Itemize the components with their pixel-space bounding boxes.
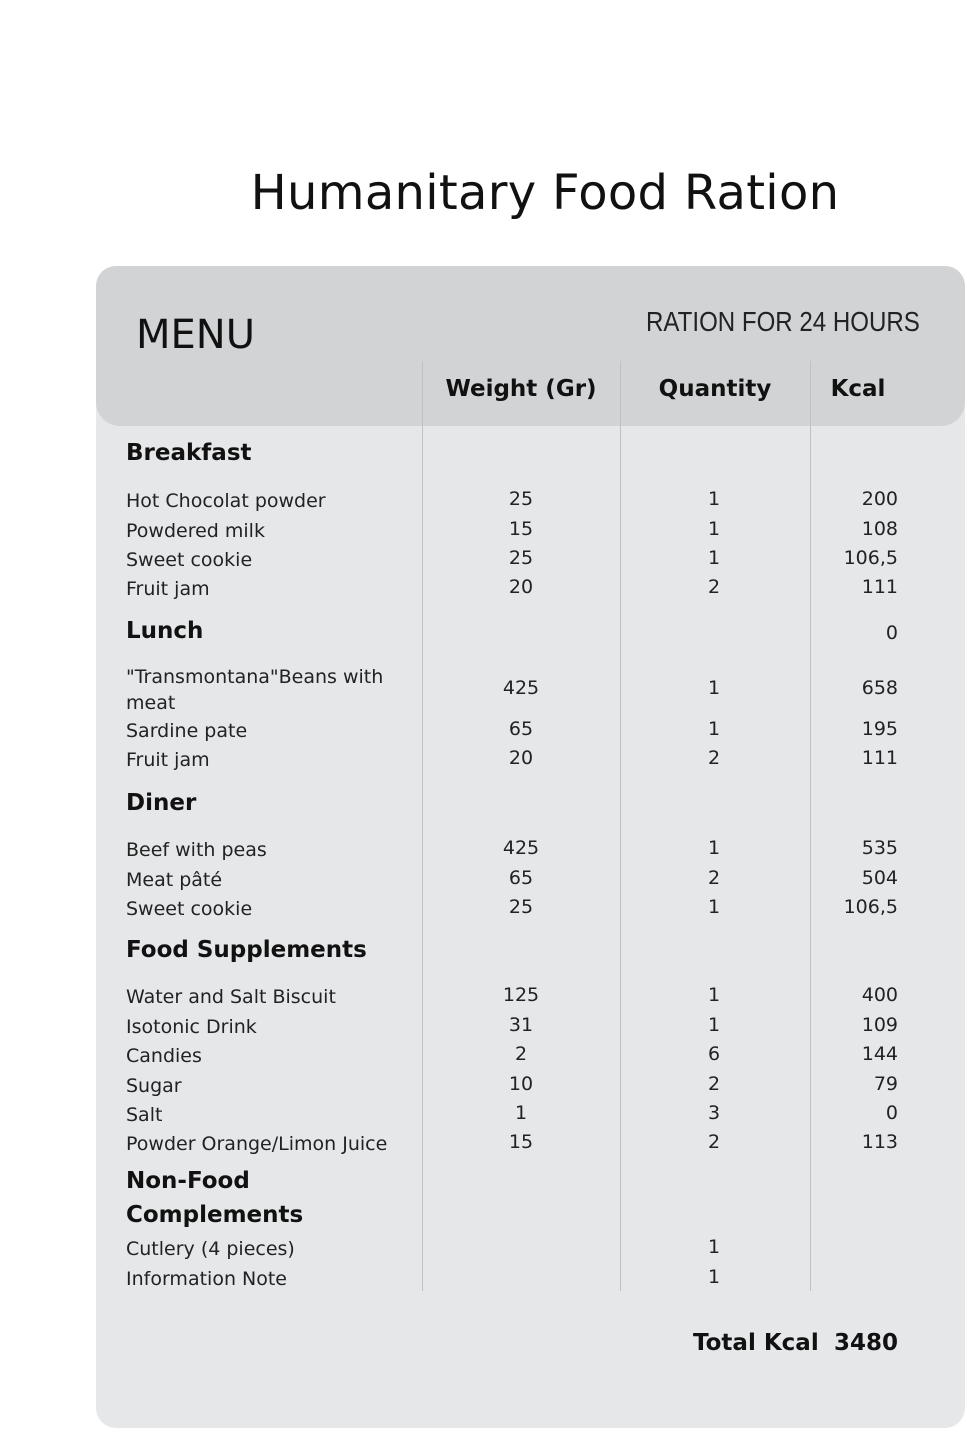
- section-title-lunch: Lunch: [126, 618, 204, 644]
- item-weight: 1: [514, 1102, 528, 1124]
- item-kcal: 504: [861, 867, 898, 889]
- item-quantity: 1: [707, 1236, 721, 1258]
- item-kcal: 144: [861, 1043, 898, 1065]
- section-title-food-supplements: Food Supplements: [126, 937, 367, 963]
- item-name: Cutlery (4 pieces): [126, 1238, 295, 1260]
- item-quantity: 1: [707, 518, 721, 540]
- column-divider: [422, 361, 423, 1291]
- item-quantity: 1: [707, 837, 721, 859]
- item-name: "Transmontana"Beans with meat: [126, 666, 384, 714]
- item-name: Salt: [126, 1104, 163, 1126]
- item-weight: 425: [502, 677, 540, 699]
- item-weight: 25: [508, 488, 534, 510]
- item-name: Sugar: [126, 1075, 182, 1097]
- item-quantity: 1: [707, 984, 721, 1006]
- item-name: Powder Orange/Limon Juice: [126, 1133, 388, 1155]
- item-quantity: 2: [707, 1131, 721, 1153]
- item-name: Information Note: [126, 1268, 287, 1290]
- item-name: Sweet cookie: [126, 549, 253, 571]
- total-kcal-value: 3480: [833, 1330, 898, 1356]
- item-kcal: 111: [861, 576, 898, 598]
- item-name: Meat pâté: [126, 869, 223, 891]
- item-name: Candies: [126, 1045, 202, 1067]
- section-kcal: 0: [885, 622, 898, 644]
- ration-label: RATION FOR 24 HOURS: [646, 306, 920, 337]
- item-name: Isotonic Drink: [126, 1016, 257, 1038]
- menu-label: MENU: [136, 312, 255, 358]
- table-header: [96, 266, 965, 426]
- item-name: Water and Salt Biscuit: [126, 986, 336, 1008]
- item-weight: 10: [508, 1073, 534, 1095]
- item-weight: 20: [508, 747, 534, 769]
- item-quantity: 1: [707, 488, 721, 510]
- item-kcal: 195: [861, 718, 898, 740]
- item-kcal: 400: [861, 984, 898, 1006]
- item-kcal: 200: [861, 488, 898, 510]
- column-header-quantity: Quantity: [658, 376, 772, 402]
- item-quantity: 1: [707, 896, 721, 918]
- item-name: Powdered milk: [126, 520, 265, 542]
- item-weight: 2: [514, 1043, 528, 1065]
- section-title-non-food-complements: Non-Food Complements: [126, 1168, 304, 1228]
- item-quantity: 2: [707, 867, 721, 889]
- item-weight: 125: [502, 984, 540, 1006]
- item-kcal: 535: [861, 837, 898, 859]
- item-quantity: 1: [707, 1014, 721, 1036]
- item-weight: 25: [508, 547, 534, 569]
- item-weight: 20: [508, 576, 534, 598]
- item-weight: 25: [508, 896, 534, 918]
- item-quantity: 3: [707, 1102, 721, 1124]
- column-divider: [620, 361, 621, 1291]
- item-kcal: 0: [885, 1102, 898, 1124]
- item-kcal: 108: [861, 518, 898, 540]
- item-weight: 65: [508, 867, 534, 889]
- item-quantity: 2: [707, 747, 721, 769]
- item-kcal: 658: [861, 677, 898, 699]
- item-quantity: 6: [707, 1043, 721, 1065]
- item-kcal: 79: [873, 1073, 898, 1095]
- item-quantity: 1: [707, 547, 721, 569]
- item-weight: 15: [508, 518, 534, 540]
- ration-table: [96, 266, 965, 1428]
- item-weight: 31: [508, 1014, 534, 1036]
- item-weight: 15: [508, 1131, 534, 1153]
- item-kcal: 111: [861, 747, 898, 769]
- page-title: Humanitary Food Ration: [250, 165, 840, 221]
- total-kcal-label: Total Kcal: [693, 1330, 819, 1356]
- section-title-breakfast: Breakfast: [126, 440, 252, 466]
- item-kcal: 113: [861, 1131, 898, 1153]
- item-weight: 425: [502, 837, 540, 859]
- item-name: Hot Chocolat powder: [126, 490, 326, 512]
- item-quantity: 2: [707, 1073, 721, 1095]
- item-name: Sweet cookie: [126, 898, 253, 920]
- item-kcal: 109: [861, 1014, 898, 1036]
- item-kcal: 106,5: [843, 896, 898, 918]
- item-quantity: 1: [707, 1266, 721, 1288]
- item-quantity: 1: [707, 677, 721, 699]
- section-title-diner: Diner: [126, 790, 197, 816]
- item-quantity: 1: [707, 718, 721, 740]
- item-quantity: 2: [707, 576, 721, 598]
- item-name: Sardine pate: [126, 720, 248, 742]
- item-name: Fruit jam: [126, 749, 210, 771]
- column-header-weight: Weight (Gr): [445, 376, 597, 402]
- item-name: Fruit jam: [126, 578, 210, 600]
- item-kcal: 106,5: [843, 547, 898, 569]
- item-weight: 65: [508, 718, 534, 740]
- column-header-kcal: Kcal: [830, 376, 886, 402]
- item-name: Beef with peas: [126, 839, 267, 861]
